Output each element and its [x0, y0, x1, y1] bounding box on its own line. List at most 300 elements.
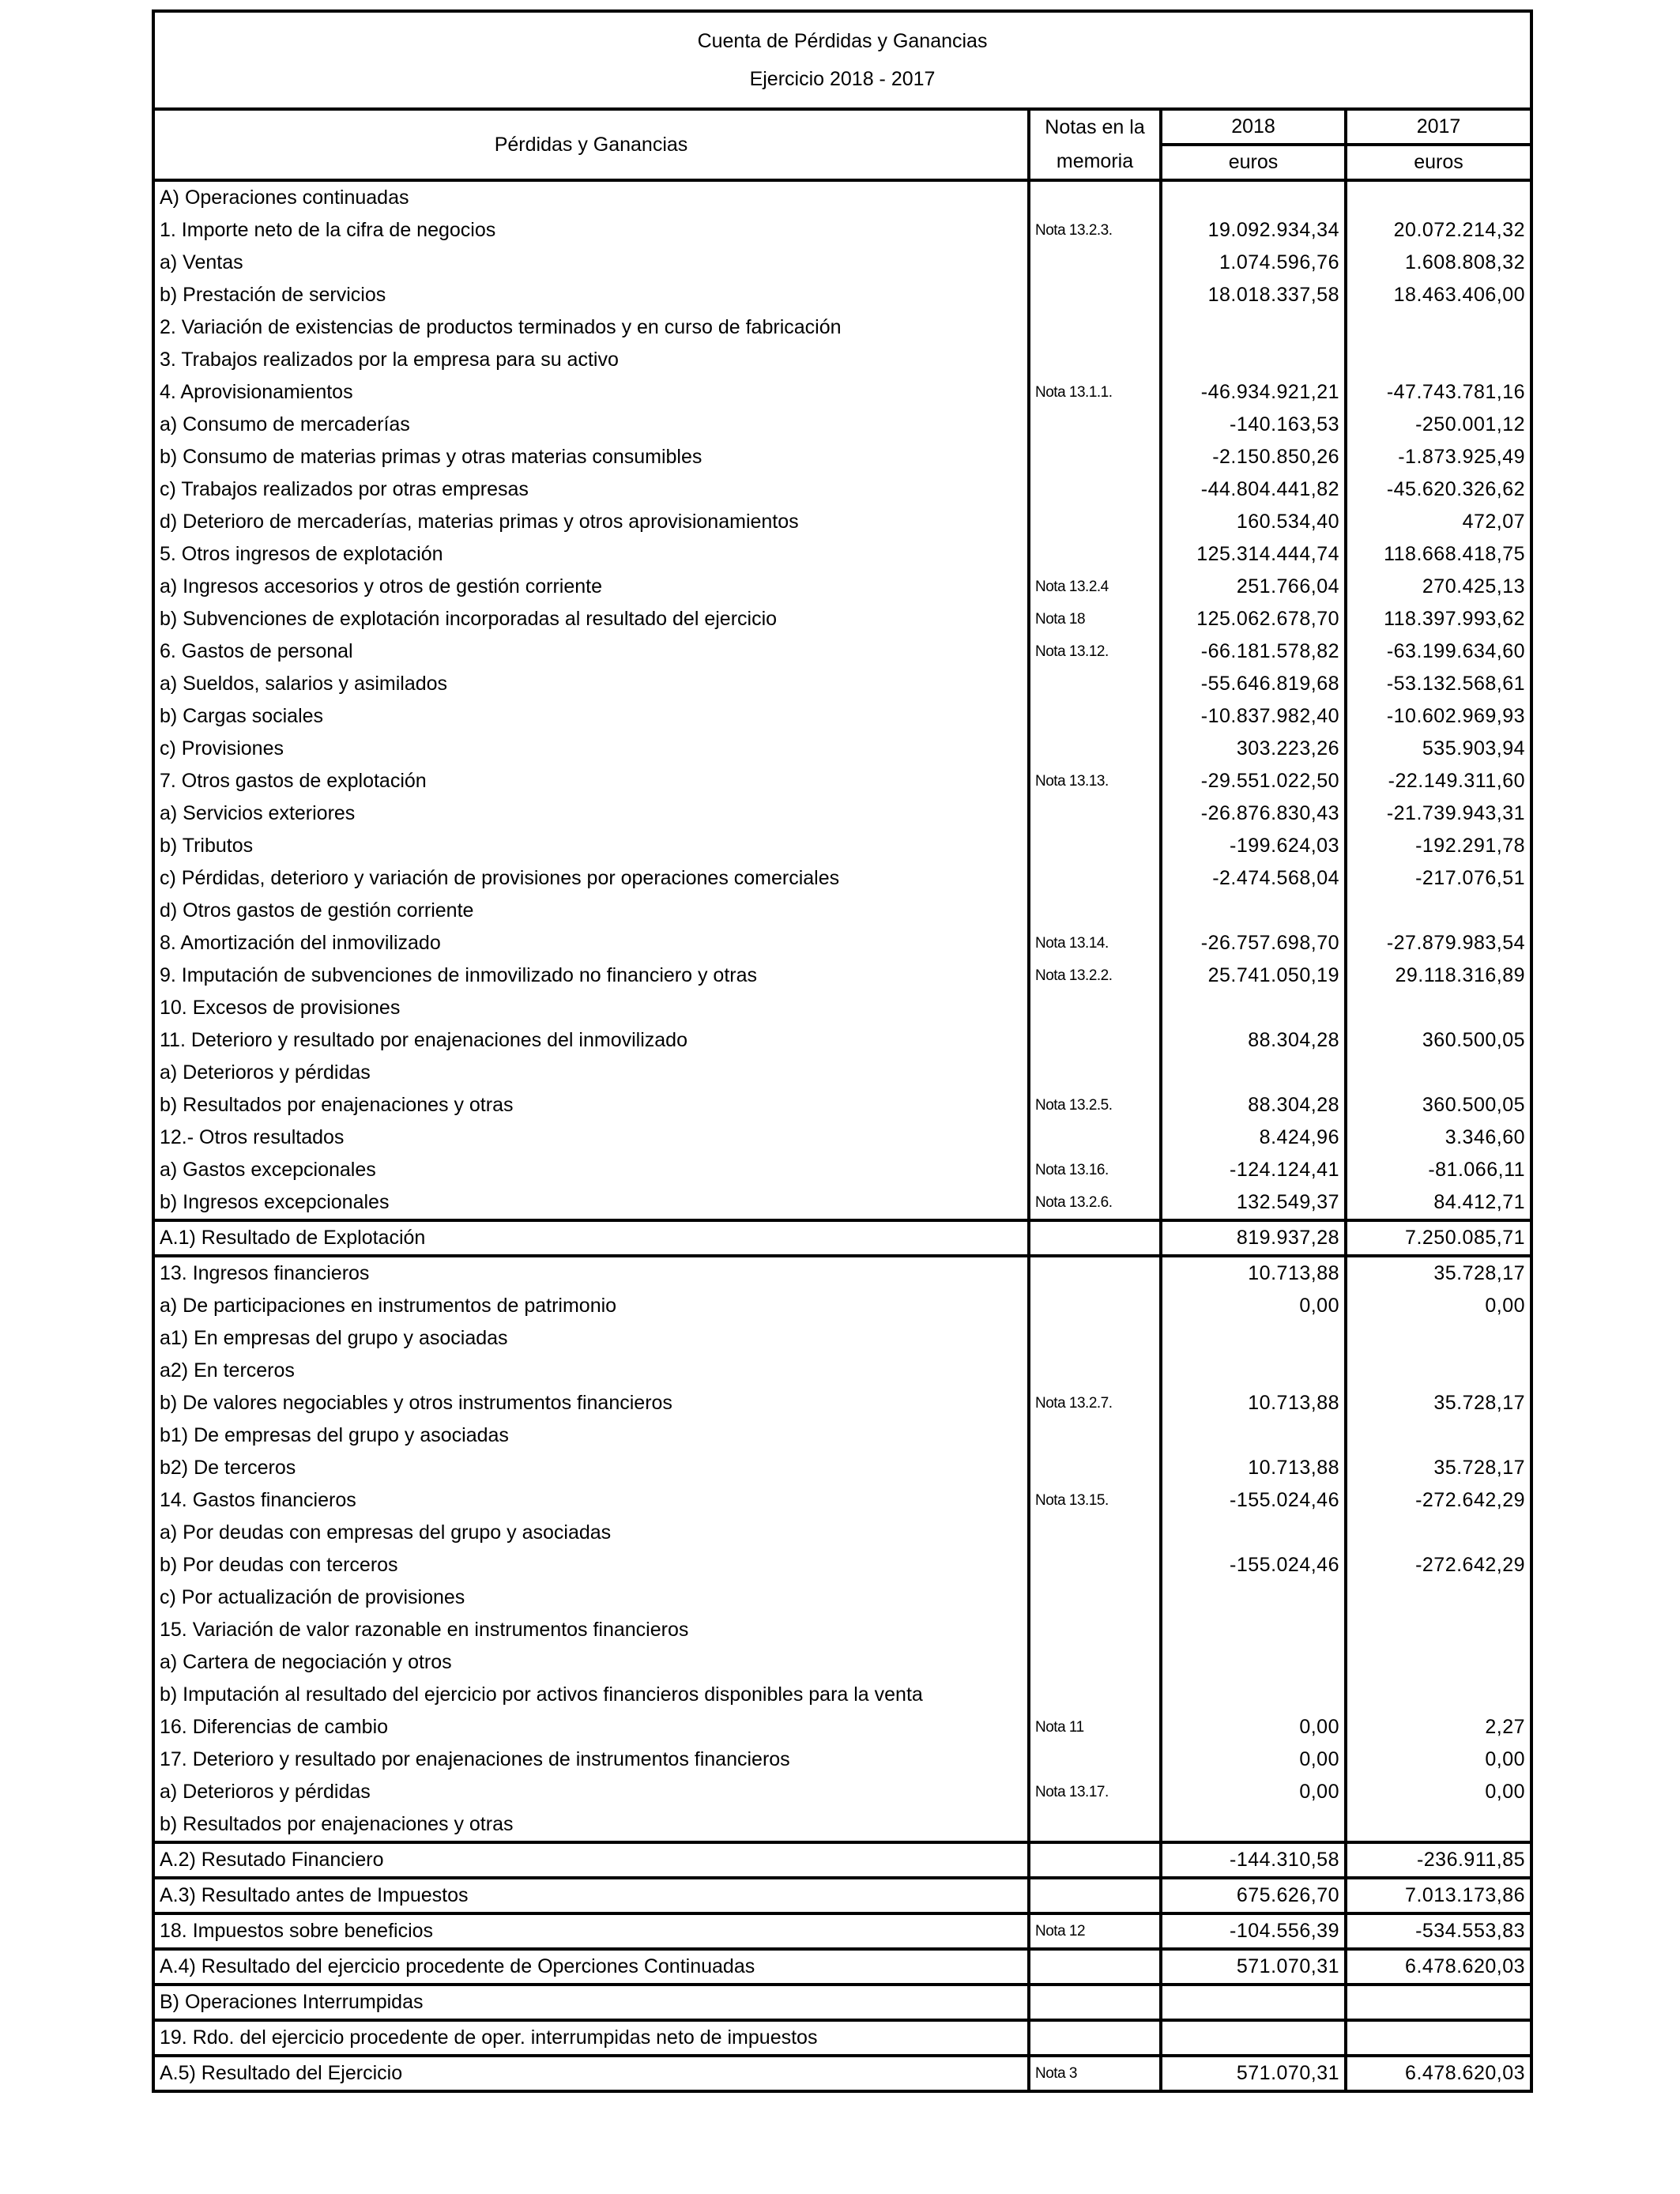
row-label: c) Por actualización de provisiones	[153, 1581, 1029, 1614]
row-value-2017	[1346, 992, 1531, 1024]
column-header-row-1	[153, 109, 1531, 145]
table-row	[153, 214, 1531, 247]
row-value-2017: 29.118.316,89	[1346, 959, 1531, 992]
row-value-2017: 6.478.620,03	[1346, 1949, 1531, 1985]
row-value-2017	[1346, 1057, 1531, 1089]
row-value-2018: -26.757.698,70	[1161, 927, 1346, 959]
table-row	[153, 1419, 1531, 1452]
table-row	[153, 279, 1531, 311]
statement-table	[152, 9, 1533, 2093]
table-row	[153, 765, 1531, 797]
row-nota	[1029, 1057, 1161, 1089]
row-nota: Nota 11	[1029, 1711, 1161, 1744]
row-value-2018	[1161, 1355, 1346, 1387]
row-value-2017: -250.001,12	[1346, 409, 1531, 441]
header-notas-line2: memoria	[1029, 145, 1161, 180]
row-label: a) Por deudas con empresas del grupo y asociadas	[153, 1517, 1029, 1549]
table-row	[153, 1949, 1531, 1985]
row-label: A.3) Resultado antes de Impuestos	[153, 1878, 1029, 1913]
table-row	[153, 700, 1531, 733]
row-value-2018	[1161, 1679, 1346, 1711]
row-label: b) Ingresos excepcionales	[153, 1186, 1029, 1220]
row-nota	[1029, 1290, 1161, 1322]
row-label: b) Prestación de servicios	[153, 279, 1029, 311]
row-value-2017: 84.412,71	[1346, 1186, 1531, 1220]
row-nota	[1029, 1355, 1161, 1387]
row-label: 9. Imputación de subvenciones de inmovilizado no financiero y otras	[153, 959, 1029, 992]
row-value-2018: 0,00	[1161, 1290, 1346, 1322]
row-value-2017: 118.397.993,62	[1346, 603, 1531, 635]
row-value-2017: -10.602.969,93	[1346, 700, 1531, 733]
table-row	[153, 2056, 1531, 2091]
table-row	[153, 311, 1531, 344]
table-row	[153, 538, 1531, 571]
row-value-2018	[1161, 1614, 1346, 1646]
row-nota	[1029, 1024, 1161, 1057]
row-nota	[1029, 668, 1161, 700]
row-value-2017: 2,27	[1346, 1711, 1531, 1744]
row-value-2018	[1161, 2020, 1346, 2056]
row-value-2017	[1346, 1614, 1531, 1646]
row-label: 4. Aprovisionamientos	[153, 376, 1029, 409]
row-value-2018: -104.556,39	[1161, 1913, 1346, 1949]
row-nota	[1029, 538, 1161, 571]
header-unit-2018: euros	[1161, 145, 1346, 180]
row-nota	[1029, 506, 1161, 538]
row-value-2018	[1161, 1322, 1346, 1355]
row-label: a) Cartera de negociación y otros	[153, 1646, 1029, 1679]
row-value-2018: -26.876.830,43	[1161, 797, 1346, 830]
table-row	[153, 1387, 1531, 1419]
row-label: a2) En terceros	[153, 1355, 1029, 1387]
row-nota: Nota 13.12.	[1029, 635, 1161, 668]
row-label: 15. Variación de valor razonable en instrumentos financieros	[153, 1614, 1029, 1646]
table-row	[153, 1089, 1531, 1122]
row-value-2018: -140.163,53	[1161, 409, 1346, 441]
row-value-2018: 10.713,88	[1161, 1387, 1346, 1419]
row-value-2018: 10.713,88	[1161, 1256, 1346, 1290]
row-value-2018: 18.018.337,58	[1161, 279, 1346, 311]
table-row	[153, 441, 1531, 473]
row-nota: Nota 13.2.4	[1029, 571, 1161, 603]
table-row	[153, 1024, 1531, 1057]
row-label: A.2) Resutado Financiero	[153, 1842, 1029, 1878]
row-label: a) Servicios exteriores	[153, 797, 1029, 830]
row-value-2018: 1.074.596,76	[1161, 247, 1346, 279]
row-nota: Nota 13.14.	[1029, 927, 1161, 959]
row-value-2017: 360.500,05	[1346, 1024, 1531, 1057]
row-nota	[1029, 1517, 1161, 1549]
row-value-2018: -144.310,58	[1161, 1842, 1346, 1878]
row-value-2017: 0,00	[1346, 1744, 1531, 1776]
row-value-2017: 6.478.620,03	[1346, 2056, 1531, 2091]
row-value-2018: 88.304,28	[1161, 1089, 1346, 1122]
row-value-2017: 20.072.214,32	[1346, 214, 1531, 247]
row-label: A.5) Resultado del Ejercicio	[153, 2056, 1029, 2091]
row-value-2017: -63.199.634,60	[1346, 635, 1531, 668]
row-nota	[1029, 1220, 1161, 1256]
row-label: b) Resultados por enajenaciones y otras	[153, 1808, 1029, 1842]
row-label: A.4) Resultado del ejercicio procedente de Operciones Continuadas	[153, 1949, 1029, 1985]
row-nota	[1029, 862, 1161, 895]
row-value-2018: 0,00	[1161, 1776, 1346, 1808]
row-label: d) Deterioro de mercaderías, materias primas y otros aprovisionamientos	[153, 506, 1029, 538]
table-row	[153, 1057, 1531, 1089]
row-label: 18. Impuestos sobre beneficios	[153, 1913, 1029, 1949]
row-value-2018: -44.804.441,82	[1161, 473, 1346, 506]
table-row	[153, 180, 1531, 214]
row-label: c) Trabajos realizados por otras empresas	[153, 473, 1029, 506]
table-row	[153, 1154, 1531, 1186]
row-nota	[1029, 992, 1161, 1024]
row-value-2017: 18.463.406,00	[1346, 279, 1531, 311]
header-notas-line1: Notas en la	[1029, 109, 1161, 145]
row-value-2017: -53.132.568,61	[1346, 668, 1531, 700]
row-value-2017	[1346, 1808, 1531, 1842]
table-row	[153, 992, 1531, 1024]
table-row	[153, 1355, 1531, 1387]
table-row	[153, 668, 1531, 700]
row-nota	[1029, 1549, 1161, 1581]
row-value-2018: 10.713,88	[1161, 1452, 1346, 1484]
row-nota	[1029, 1256, 1161, 1290]
row-label: 19. Rdo. del ejercicio procedente de oper. interrumpidas neto de impuestos	[153, 2020, 1029, 2056]
row-nota	[1029, 797, 1161, 830]
row-nota	[1029, 733, 1161, 765]
table-row	[153, 1842, 1531, 1878]
row-value-2018: -2.474.568,04	[1161, 862, 1346, 895]
header-year-2018: 2018	[1161, 109, 1346, 145]
row-value-2018: -66.181.578,82	[1161, 635, 1346, 668]
row-value-2018	[1161, 311, 1346, 344]
row-label: 13. Ingresos financieros	[153, 1256, 1029, 1290]
row-value-2017: 3.346,60	[1346, 1122, 1531, 1154]
row-value-2017: -21.739.943,31	[1346, 797, 1531, 830]
row-label: A) Operaciones continuadas	[153, 180, 1029, 214]
row-value-2018: 0,00	[1161, 1711, 1346, 1744]
table-row	[153, 1679, 1531, 1711]
table-row	[153, 1614, 1531, 1646]
row-label: b) Por deudas con terceros	[153, 1549, 1029, 1581]
table-row	[153, 959, 1531, 992]
table-row	[153, 895, 1531, 927]
row-label: 14. Gastos financieros	[153, 1484, 1029, 1517]
row-value-2017: -534.553,83	[1346, 1913, 1531, 1949]
row-value-2018: 125.062.678,70	[1161, 603, 1346, 635]
title-row	[153, 11, 1531, 109]
table-row	[153, 1186, 1531, 1220]
table-row	[153, 1581, 1531, 1614]
row-label: 6. Gastos de personal	[153, 635, 1029, 668]
table-row	[153, 1452, 1531, 1484]
row-nota: Nota 13.17.	[1029, 1776, 1161, 1808]
row-label: 10. Excesos de provisiones	[153, 992, 1029, 1024]
row-value-2018: -46.934.921,21	[1161, 376, 1346, 409]
row-nota	[1029, 311, 1161, 344]
table-row	[153, 603, 1531, 635]
row-label: a) Ventas	[153, 247, 1029, 279]
row-value-2017: 7.250.085,71	[1346, 1220, 1531, 1256]
row-value-2017: -236.911,85	[1346, 1842, 1531, 1878]
row-nota	[1029, 409, 1161, 441]
row-value-2018	[1161, 1419, 1346, 1452]
row-value-2018: 19.092.934,34	[1161, 214, 1346, 247]
table-row	[153, 1322, 1531, 1355]
row-value-2018: 251.766,04	[1161, 571, 1346, 603]
row-nota	[1029, 473, 1161, 506]
row-label: 1. Importe neto de la cifra de negocios	[153, 214, 1029, 247]
table-row	[153, 1878, 1531, 1913]
row-label: b) Cargas sociales	[153, 700, 1029, 733]
row-nota	[1029, 1614, 1161, 1646]
row-value-2018: 25.741.050,19	[1161, 959, 1346, 992]
row-nota	[1029, 1581, 1161, 1614]
row-value-2018: 132.549,37	[1161, 1186, 1346, 1220]
table-row	[153, 506, 1531, 538]
row-nota: Nota 13.15.	[1029, 1484, 1161, 1517]
row-value-2018	[1161, 992, 1346, 1024]
table-row	[153, 1711, 1531, 1744]
row-value-2017: 35.728,17	[1346, 1452, 1531, 1484]
row-nota	[1029, 700, 1161, 733]
row-value-2017: 0,00	[1346, 1290, 1531, 1322]
header-year-2017: 2017	[1346, 109, 1531, 145]
row-value-2017: 270.425,13	[1346, 571, 1531, 603]
table-row	[153, 1808, 1531, 1842]
row-value-2017: -45.620.326,62	[1346, 473, 1531, 506]
row-nota	[1029, 1949, 1161, 1985]
row-value-2018	[1161, 1057, 1346, 1089]
row-value-2017: -1.873.925,49	[1346, 441, 1531, 473]
row-nota	[1029, 247, 1161, 279]
row-value-2018	[1161, 1646, 1346, 1679]
row-value-2018	[1161, 344, 1346, 376]
profit-loss-statement	[152, 9, 1530, 2093]
table-row	[153, 1646, 1531, 1679]
statement-body	[153, 180, 1531, 2091]
row-nota	[1029, 1842, 1161, 1878]
row-value-2018: -199.624,03	[1161, 830, 1346, 862]
row-value-2017	[1346, 1419, 1531, 1452]
row-nota	[1029, 1646, 1161, 1679]
row-value-2018	[1161, 1985, 1346, 2020]
row-label: 12.- Otros resultados	[153, 1122, 1029, 1154]
row-value-2017	[1346, 1985, 1531, 2020]
row-value-2017	[1346, 1581, 1531, 1614]
row-label: b) De valores negociables y otros instrumentos financieros	[153, 1387, 1029, 1419]
table-row	[153, 635, 1531, 668]
row-value-2017: -217.076,51	[1346, 862, 1531, 895]
row-label: 7. Otros gastos de explotación	[153, 765, 1029, 797]
row-nota	[1029, 344, 1161, 376]
row-value-2018	[1161, 1808, 1346, 1842]
row-value-2017: 360.500,05	[1346, 1089, 1531, 1122]
row-nota	[1029, 1322, 1161, 1355]
row-nota	[1029, 180, 1161, 214]
row-value-2017: 118.668.418,75	[1346, 538, 1531, 571]
row-label: a) De participaciones en instrumentos de patrimonio	[153, 1290, 1029, 1322]
row-value-2017: 35.728,17	[1346, 1387, 1531, 1419]
row-nota	[1029, 1679, 1161, 1711]
row-nota	[1029, 830, 1161, 862]
row-label: 11. Deterioro y resultado por enajenaciones del inmovilizado	[153, 1024, 1029, 1057]
row-label: b2) De terceros	[153, 1452, 1029, 1484]
row-nota	[1029, 1985, 1161, 2020]
row-value-2017: 472,07	[1346, 506, 1531, 538]
row-nota	[1029, 1744, 1161, 1776]
row-value-2017: 7.013.173,86	[1346, 1878, 1531, 1913]
row-label: a) Sueldos, salarios y asimilados	[153, 668, 1029, 700]
row-value-2017: 535.903,94	[1346, 733, 1531, 765]
row-label: a) Gastos excepcionales	[153, 1154, 1029, 1186]
row-value-2018: -124.124,41	[1161, 1154, 1346, 1186]
row-nota	[1029, 1419, 1161, 1452]
row-value-2017: -272.642,29	[1346, 1484, 1531, 1517]
row-value-2018: -155.024,46	[1161, 1549, 1346, 1581]
table-row	[153, 571, 1531, 603]
row-label: b) Subvenciones de explotación incorporadas al resultado del ejercicio	[153, 603, 1029, 635]
row-value-2018: 675.626,70	[1161, 1878, 1346, 1913]
statement-title: Cuenta de Pérdidas y Ganancias	[697, 30, 988, 52]
table-row	[153, 1290, 1531, 1322]
row-nota: Nota 13.2.5.	[1029, 1089, 1161, 1122]
row-value-2018: 0,00	[1161, 1744, 1346, 1776]
table-row	[153, 1744, 1531, 1776]
title-cell	[153, 11, 1531, 109]
row-value-2018	[1161, 1581, 1346, 1614]
row-label: 8. Amortización del inmovilizado	[153, 927, 1029, 959]
row-value-2017: -192.291,78	[1346, 830, 1531, 862]
row-nota: Nota 13.16.	[1029, 1154, 1161, 1186]
row-label: 5. Otros ingresos de explotación	[153, 538, 1029, 571]
row-value-2017: 35.728,17	[1346, 1256, 1531, 1290]
row-nota	[1029, 895, 1161, 927]
row-value-2017: -27.879.983,54	[1346, 927, 1531, 959]
row-label: b1) De empresas del grupo y asociadas	[153, 1419, 1029, 1452]
table-row	[153, 1484, 1531, 1517]
row-value-2017	[1346, 1322, 1531, 1355]
row-label: b) Imputación al resultado del ejercicio por activos financieros disponibles para la venta	[153, 1679, 1029, 1711]
row-value-2017: -47.743.781,16	[1346, 376, 1531, 409]
table-row	[153, 1122, 1531, 1154]
row-nota	[1029, 1808, 1161, 1842]
row-value-2017: 0,00	[1346, 1776, 1531, 1808]
row-label: d) Otros gastos de gestión corriente	[153, 895, 1029, 927]
row-nota: Nota 18	[1029, 603, 1161, 635]
row-label: 2. Variación de existencias de productos terminados y en curso de fabricación	[153, 311, 1029, 344]
row-value-2017	[1346, 2020, 1531, 2056]
row-label: a) Deterioros y pérdidas	[153, 1057, 1029, 1089]
row-value-2018: -155.024,46	[1161, 1484, 1346, 1517]
row-nota: Nota 13.2.3.	[1029, 214, 1161, 247]
row-value-2017	[1346, 344, 1531, 376]
row-label: a1) En empresas del grupo y asociadas	[153, 1322, 1029, 1355]
table-row	[153, 1985, 1531, 2020]
row-value-2017: -22.149.311,60	[1346, 765, 1531, 797]
row-label: c) Pérdidas, deterioro y variación de provisiones por operaciones comerciales	[153, 862, 1029, 895]
row-value-2018: -55.646.819,68	[1161, 668, 1346, 700]
row-label: b) Consumo de materias primas y otras materias consumibles	[153, 441, 1029, 473]
table-row	[153, 2020, 1531, 2056]
table-row	[153, 1549, 1531, 1581]
row-value-2018: -29.551.022,50	[1161, 765, 1346, 797]
row-nota: Nota 3	[1029, 2056, 1161, 2091]
row-label: b) Tributos	[153, 830, 1029, 862]
row-label: B) Operaciones Interrumpidas	[153, 1985, 1029, 2020]
row-value-2017	[1346, 1517, 1531, 1549]
row-value-2017: -272.642,29	[1346, 1549, 1531, 1581]
table-row	[153, 344, 1531, 376]
row-value-2018: 160.534,40	[1161, 506, 1346, 538]
table-row	[153, 409, 1531, 441]
row-value-2018: -2.150.850,26	[1161, 441, 1346, 473]
table-row	[153, 862, 1531, 895]
row-value-2018	[1161, 180, 1346, 214]
row-label: a) Deterioros y pérdidas	[153, 1776, 1029, 1808]
row-nota: Nota 13.2.2.	[1029, 959, 1161, 992]
table-row	[153, 247, 1531, 279]
row-value-2018	[1161, 1517, 1346, 1549]
statement-period: Ejercicio 2018 - 2017	[749, 68, 936, 90]
row-label: 16. Diferencias de cambio	[153, 1711, 1029, 1744]
row-label: 3. Trabajos realizados por la empresa para su activo	[153, 344, 1029, 376]
table-row	[153, 1517, 1531, 1549]
row-nota: Nota 13.1.1.	[1029, 376, 1161, 409]
table-row	[153, 1220, 1531, 1256]
row-nota: Nota 13.13.	[1029, 765, 1161, 797]
row-nota	[1029, 1452, 1161, 1484]
table-row	[153, 1256, 1531, 1290]
row-label: a) Ingresos accesorios y otros de gestión corriente	[153, 571, 1029, 603]
table-row	[153, 830, 1531, 862]
table-row	[153, 733, 1531, 765]
row-value-2018: 571.070,31	[1161, 2056, 1346, 2091]
row-nota: Nota 13.2.7.	[1029, 1387, 1161, 1419]
header-perdidas-ganancias: Pérdidas y Ganancias	[153, 109, 1029, 180]
row-label: b) Resultados por enajenaciones y otras	[153, 1089, 1029, 1122]
table-row	[153, 376, 1531, 409]
row-label: a) Consumo de mercaderías	[153, 409, 1029, 441]
row-nota	[1029, 279, 1161, 311]
table-row	[153, 797, 1531, 830]
row-value-2017: 1.608.808,32	[1346, 247, 1531, 279]
row-value-2018: 88.304,28	[1161, 1024, 1346, 1057]
row-nota: Nota 12	[1029, 1913, 1161, 1949]
row-label: A.1) Resultado de Explotación	[153, 1220, 1029, 1256]
table-row	[153, 927, 1531, 959]
table-row	[153, 1776, 1531, 1808]
row-nota	[1029, 1878, 1161, 1913]
header-unit-2017: euros	[1346, 145, 1531, 180]
row-value-2017	[1346, 1646, 1531, 1679]
table-row	[153, 1913, 1531, 1949]
row-value-2018: 303.223,26	[1161, 733, 1346, 765]
row-value-2017: -81.066,11	[1346, 1154, 1531, 1186]
row-value-2018: 8.424,96	[1161, 1122, 1346, 1154]
row-value-2017	[1346, 180, 1531, 214]
row-value-2018: 819.937,28	[1161, 1220, 1346, 1256]
row-nota	[1029, 1122, 1161, 1154]
row-value-2018	[1161, 895, 1346, 927]
row-nota: Nota 13.2.6.	[1029, 1186, 1161, 1220]
row-label: c) Provisiones	[153, 733, 1029, 765]
row-value-2018: 571.070,31	[1161, 1949, 1346, 1985]
row-value-2017	[1346, 1679, 1531, 1711]
row-nota	[1029, 2020, 1161, 2056]
row-value-2018: -10.837.982,40	[1161, 700, 1346, 733]
row-value-2018: 125.314.444,74	[1161, 538, 1346, 571]
row-label: 17. Deterioro y resultado por enajenaciones de instrumentos financieros	[153, 1744, 1029, 1776]
